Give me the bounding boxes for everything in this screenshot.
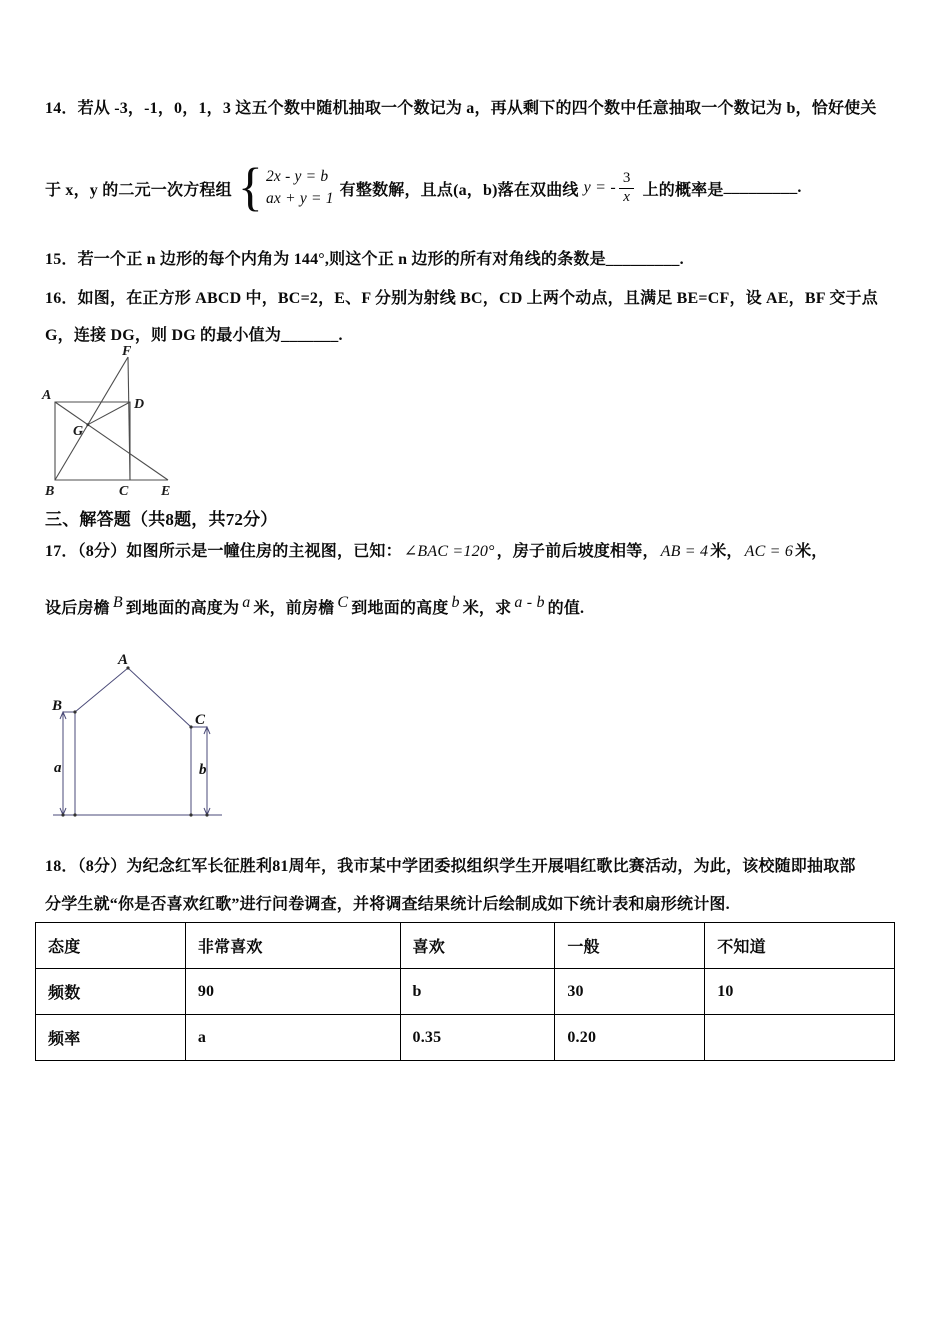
point-label-C: C [119, 484, 129, 499]
point-label-E: E [161, 484, 171, 499]
q17-p2: ，房子前后坡度相等， [496, 543, 659, 560]
q17-var-C: C [337, 594, 349, 611]
system-brace: { [237, 158, 263, 217]
q17-ab-expr: AB = 4 [660, 543, 709, 560]
table-cell-like: 喜欢 [400, 923, 555, 969]
q14-prefix: 于 x，y 的二元一次方程组 [45, 181, 232, 199]
house-lines [53, 668, 222, 815]
point-label-D: D [134, 397, 145, 412]
q17-var-B: B [112, 594, 123, 611]
q14-suffix: 上的概率是 [642, 181, 724, 199]
equation-system [237, 158, 334, 217]
q16-answer-blank: _______. [281, 327, 343, 344]
table-cell-neutral: 一般 [555, 923, 705, 969]
question-14-line1: 14．若从 -3，-1，0，1，3 这五个数中随机抽取一个数记为 a，再从剩下的四个数中任意抽取一个数记为 b，恰好使关 [45, 100, 877, 117]
q17-var-a-minus-b: a - b [514, 594, 545, 611]
table-row-frequency [36, 969, 895, 1015]
point-label-G: G [73, 424, 84, 439]
q17-angle-expr: ∠BAC =120° [403, 543, 495, 560]
table-row-attitude [36, 923, 895, 969]
question-17-line1 [45, 538, 827, 561]
table-cell-frequency-header: 频数 [36, 969, 186, 1015]
table-row-rate [36, 1015, 895, 1061]
point-g-dot [86, 423, 89, 426]
table-cell-frequency-2: b [400, 969, 555, 1015]
point-label-A: A [118, 652, 129, 668]
q17-l2p6: 的值. [547, 600, 585, 617]
fraction-numerator: 3 [622, 170, 631, 187]
question-15 [45, 246, 684, 269]
q15-answer-blank: _________. [605, 251, 684, 268]
fraction-denominator: x [619, 188, 634, 206]
system-equations [266, 168, 334, 208]
q17-l2p2: 到地面的高度为 [125, 600, 240, 617]
point-label-B: B [52, 698, 63, 714]
curve-lhs: y = - [583, 179, 616, 196]
q14-mid: 有整数解，且点(a，b)落在双曲线 [339, 181, 579, 199]
question-16-line1: 16．如图，在正方形 ABCD 中，BC=2，E、F 分别为射线 BC，CD 上两个动点，且满足 BE=CF，设 AE，BF 交于点 [45, 290, 878, 307]
question-18-line1: 18．（8分）为纪念红军长征胜利81周年，我市某中学团委拟组织学生开展唱红歌比赛活动，为此，该校随即抽取部 [45, 858, 856, 875]
q17-var-b: b [451, 594, 460, 611]
figure16-labels [41, 345, 170, 499]
q17-p1: 17．（8分）如图所示是一幢住房的主视图，已知： [45, 543, 402, 560]
q17-l2p5: 米，求 [462, 600, 512, 617]
q17-p4: 米， [795, 543, 828, 560]
q17-l2p1: 设后房檐 [45, 600, 110, 617]
house-point-dots [61, 666, 208, 816]
table-cell-rate-3: 0.20 [555, 1015, 705, 1061]
table-cell-rate-header: 频率 [36, 1015, 186, 1061]
table-cell-attitude-header: 态度 [36, 923, 186, 969]
section-3-title: 三、解答题（共8题，共72分） [45, 510, 278, 529]
table-cell-rate-2: 0.35 [400, 1015, 555, 1061]
question-18-line2: 分学生就“你是否喜欢红歌”进行问卷调查，并将调查结果统计后绘制成如下统计表和扇形统计图. [45, 896, 730, 913]
q17-l2p3: 米，前房檐 [253, 600, 335, 617]
dimension-label-a: a [54, 760, 62, 776]
table-cell-rate-4 [705, 1015, 895, 1061]
table-cell-unknown: 不知道 [705, 923, 895, 969]
q15-text: 15．若一个正 n 边形的每个内角为 144°,则这个正 n 边形的所有对角线的条数是 [45, 251, 606, 268]
table-cell-frequency-3: 30 [555, 969, 705, 1015]
q17-p3: 米， [710, 543, 743, 560]
q17-ac-expr: AC = 6 [744, 543, 794, 560]
survey-statistics-table [35, 922, 895, 1061]
point-label-F: F [122, 345, 132, 359]
question-17-line2 [45, 595, 584, 618]
question-17-figure [50, 650, 240, 830]
q16-text: G，连接 DG，则 DG 的最小值为 [45, 327, 282, 344]
point-label-A: A [42, 388, 52, 403]
square-abcd-lines [55, 357, 168, 480]
table-cell-frequency-4: 10 [705, 969, 895, 1015]
q14-answer-blank: _________. [723, 179, 802, 196]
q17-l2p4: 到地面的高度 [351, 600, 449, 617]
question-16-line2 [45, 322, 343, 345]
point-label-C: C [195, 712, 206, 728]
point-label-B: B [45, 484, 55, 499]
figure17-labels [51, 652, 207, 778]
equation-bottom: ax + y = 1 [265, 190, 334, 207]
table-cell-very-like: 非常喜欢 [185, 923, 400, 969]
hyperbola-expression [584, 170, 638, 206]
dimension-label-b: b [199, 762, 207, 778]
equation-top: 2x - y = b [265, 168, 329, 185]
question-14-line2 [45, 150, 802, 226]
question-16-figure [33, 345, 181, 499]
curve-fraction [619, 170, 635, 206]
table-cell-frequency-1: 90 [185, 969, 400, 1015]
q17-var-a: a [242, 594, 251, 611]
table-cell-rate-1: a [185, 1015, 400, 1061]
